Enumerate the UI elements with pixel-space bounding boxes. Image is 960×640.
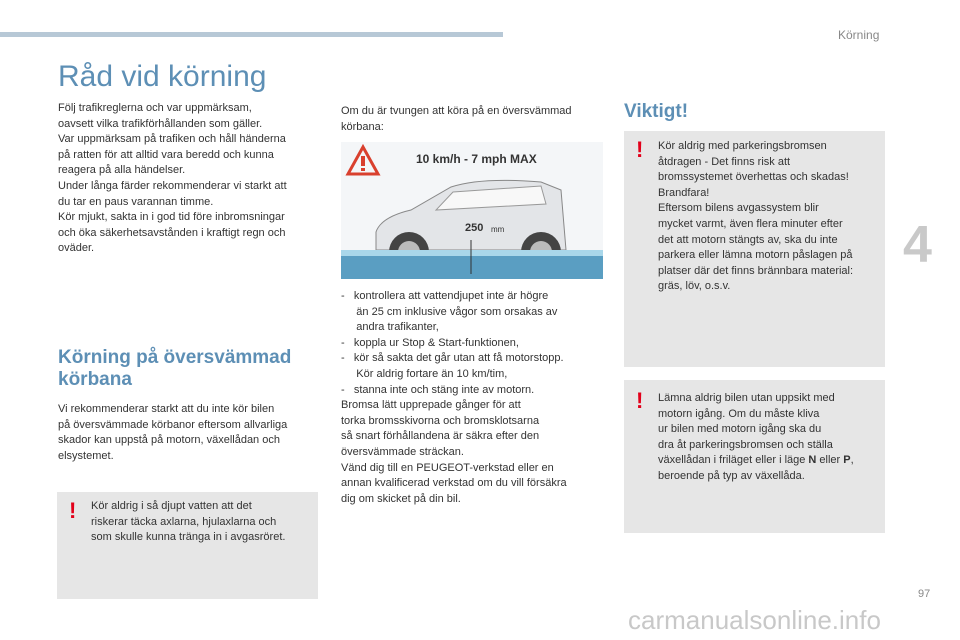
- flood-warning-text: Kör aldrig i så djupt vatten att det riskerar täcka axlarna, hjulaxlarna och som skulle kunna tränga in i avgasröret.: [91, 500, 286, 544]
- important-heading: Viktigt!: [624, 101, 689, 122]
- text: Lämna aldrig bilen utan uppsikt med motorn igång. Om du måste kliva ur bilen med motorn igång ska du dra åt parkeringsbromsen och ställa växellådan i friläget eller i läge: [658, 392, 835, 467]
- flood-heading: Körning på översvämmad körbana: [58, 347, 292, 390]
- gear-p: P: [843, 454, 851, 467]
- page-number: 97: [918, 588, 931, 600]
- page-title: Råd vid körning: [58, 60, 267, 93]
- depth-value: 250: [465, 222, 484, 234]
- flood-car-illustration: [341, 142, 603, 279]
- gear-n: N: [808, 454, 817, 467]
- chapter-number: 4: [903, 216, 932, 274]
- intro-text: Följ trafikreglerna och var uppmärksam, oavsett vilka trafikförhållanden som gäller. Var uppmärksam på trafiken och håll händerna på ratten för att alltid vara beredd och kunna reagera på alla händelser. Under långa färder rekommenderar vi starkt att du tar en paus varannan timme. Kör mjukt, sakta in i god tid före inbromsningar och öka säkerhetsavstånden i kraftigt regn och oväder.: [58, 102, 287, 255]
- depth-unit: mm: [491, 225, 505, 234]
- flood-text: Vi rekommenderar starkt att du inte kör bilen på översvämmade körbanor eftersom allvarliga skador kan uppstå på motorn, växellådan och elsystemet.: [58, 403, 288, 462]
- text: eller: [816, 454, 844, 467]
- flood-steps: - kontrollera att vattendjupet inte är högre än 25 cm inklusive vågor som orsakas av andra trafikanter, - koppla ur Stop & Start-funktionen, - kör så sakta det går utan att få motorstopp. Kör aldrig fortare än 10 km/tim, - stanna inte och stäng inte av motorn. Bromsa lätt upprepade gånger för att torka bromsskivorna och bromsklotsarna så snart förhållandena är säkra efter den översvämmade sträckan. Vänd dig till en PEUGEOT-verkstad eller en annan kvalificerad verkstad om du vill försäkra dig om skicket på din bil.: [341, 290, 567, 505]
- warning-box-2: [624, 380, 885, 533]
- flood-warning-box: [57, 492, 318, 599]
- must-drive-text: Om du är tvungen att köra på en översvämmad körbana:: [341, 105, 572, 133]
- warning-icon: !: [636, 388, 644, 413]
- warning-icon: !: [636, 137, 644, 162]
- warning-box-1: [624, 131, 885, 367]
- speed-limit-label: 10 km/h - 7 mph MAX: [416, 152, 537, 166]
- watermark: carmanualsonline.info: [628, 605, 881, 635]
- warning-icon: !: [69, 498, 77, 523]
- parking-brake-warning: Kör aldrig med parkeringsbromsen åtdragen - Det finns risk att bromssystemet överhettas och skadas! Brandfara! Eftersom bilens avgassystem blir mycket varmt, även flera minuter efter det att motorn stängts av, ska du inte parkera eller lämna motorn påslagen på platser där det finns brännbara material: gräs, löv, o.s.v.: [658, 140, 854, 293]
- header-bar: [0, 32, 503, 37]
- section-title: Körning: [838, 28, 880, 42]
- engine-running-warning: [658, 391, 854, 485]
- text: , beroende på typ av växellåda.: [658, 454, 854, 482]
